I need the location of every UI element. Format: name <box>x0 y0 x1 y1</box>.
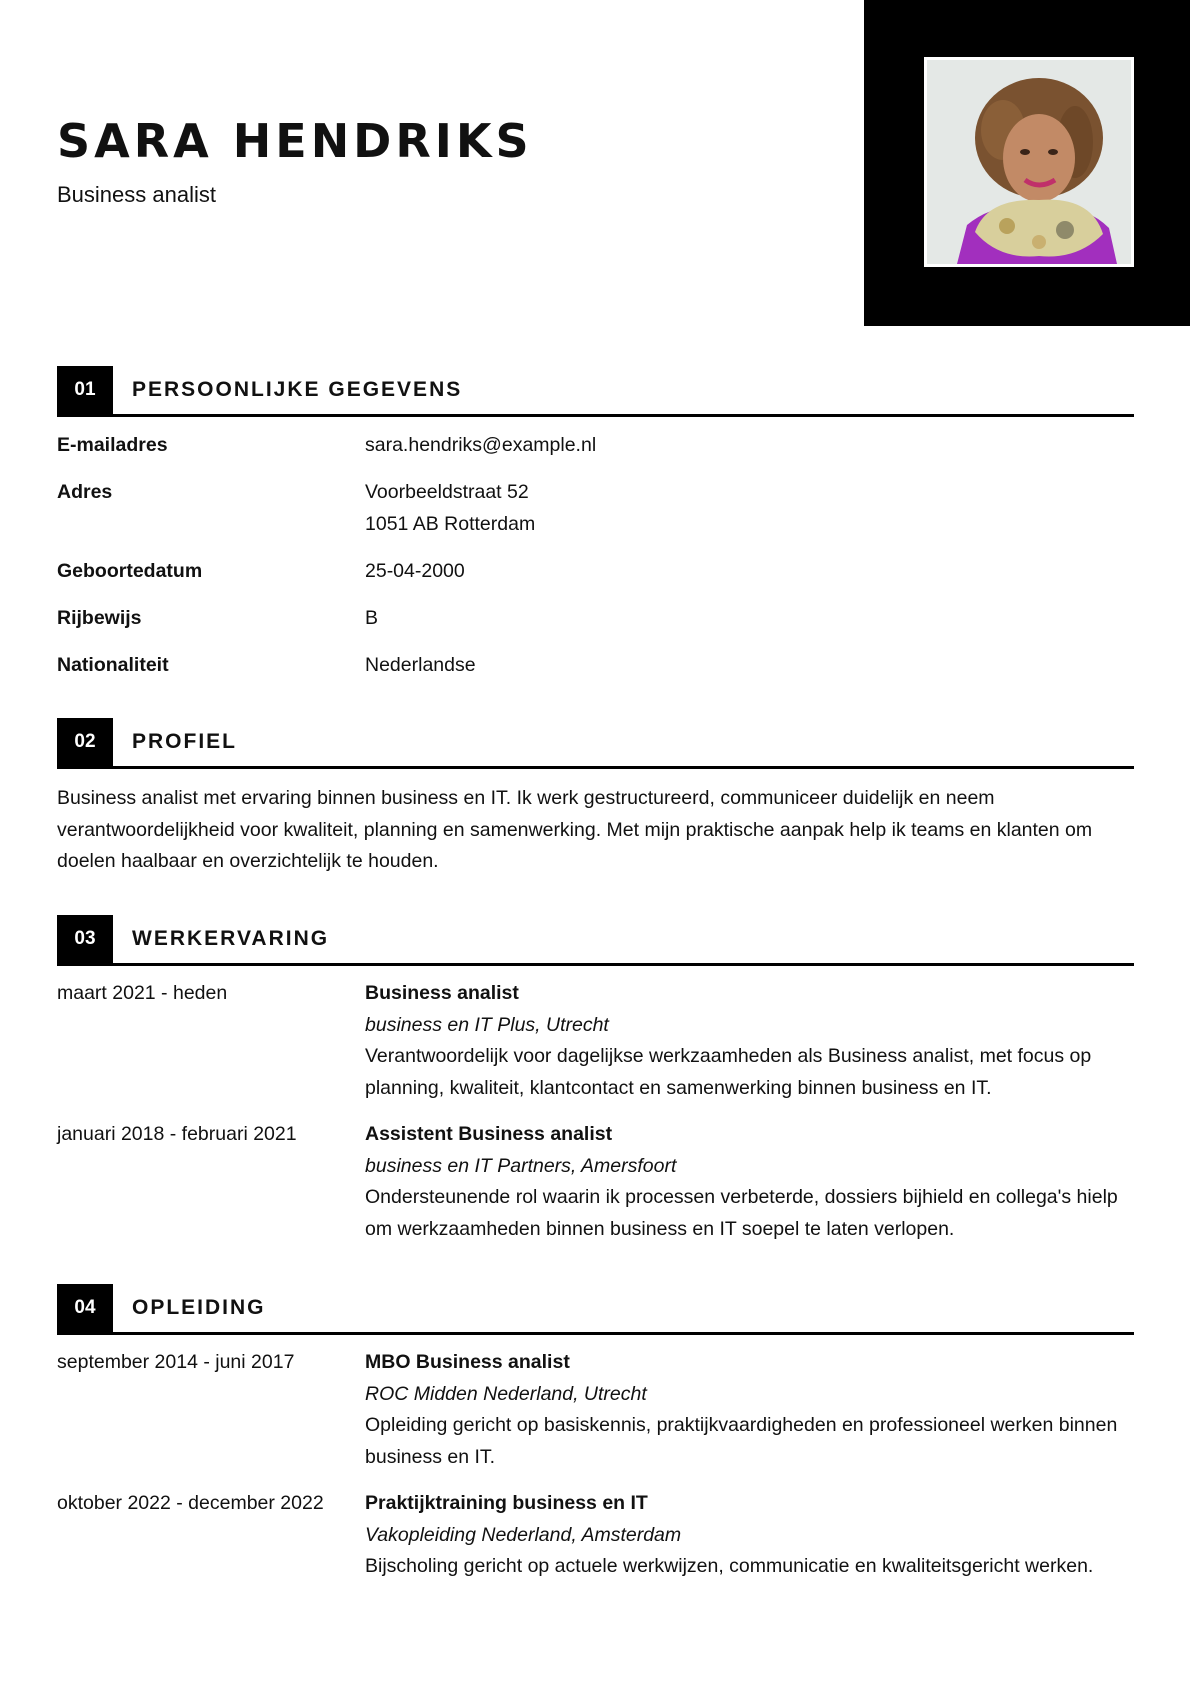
entry-description: Opleiding gericht op basiskennis, praktijkvaardigheden en professioneel werken binnen business en IT. <box>365 1414 1118 1468</box>
entry-description: Bijscholing gericht op actuele werkwijzen, communicatie en kwaliteitsgericht werken. <box>365 1555 1094 1577</box>
entry-organization: ROC Midden Nederland, Utrecht <box>365 1382 647 1405</box>
profile-text: Business analist met ervaring binnen business en IT. Ik werk gestructureerd, communiceer duidelijk en neem verantwoordelijkheid voor kwaliteit, planning en samenwerking. Met mijn praktische aanpak help ik teams en klanten om doelen haalbaar en overzichtelijk te houden. <box>57 787 1093 872</box>
address-city: 1051 AB Rotterdam <box>365 513 536 535</box>
experience-entry <box>57 978 1134 1104</box>
entry-body <box>365 1347 1134 1473</box>
education-entry <box>57 1488 1134 1583</box>
detail-row-birthdate <box>57 555 1134 587</box>
detail-row-license <box>57 602 1134 634</box>
detail-row-email <box>57 429 1134 461</box>
education-list <box>57 1347 1134 1583</box>
education-entry <box>57 1347 1134 1473</box>
detail-row-address <box>57 476 1134 540</box>
email-value[interactable]: sara.hendriks@example.nl <box>365 434 597 456</box>
section-header <box>57 366 1134 417</box>
license-value: B <box>365 607 379 629</box>
candidate-name: SARA HENDRIKS <box>57 114 533 168</box>
entry-body <box>365 1488 1134 1583</box>
detail-label: Rijbewijs <box>57 607 142 629</box>
entry-organization: business en IT Plus, Utrecht <box>365 1013 609 1036</box>
entry-title: MBO Business analist <box>365 1351 570 1373</box>
personal-details-list <box>57 429 1134 681</box>
section-number: 02 <box>57 718 113 766</box>
section-header <box>57 915 1134 966</box>
section-work-experience <box>57 915 1134 1260</box>
address-value <box>365 476 1134 540</box>
entry-date: september 2014 - juni 2017 <box>57 1351 295 1373</box>
detail-label: Geboortedatum <box>57 560 203 582</box>
entry-body <box>365 978 1134 1104</box>
section-profile <box>57 718 1134 878</box>
entry-date: oktober 2022 - december 2022 <box>57 1492 324 1514</box>
entry-organization: Vakopleiding Nederland, Amsterdam <box>365 1523 682 1546</box>
entry-date: januari 2018 - februari 2021 <box>57 1123 297 1145</box>
section-number: 03 <box>57 915 113 963</box>
detail-label: Adres <box>57 481 113 503</box>
entry-body <box>365 1119 1134 1245</box>
section-number: 04 <box>57 1284 113 1332</box>
entry-title: Assistent Business analist <box>365 1123 613 1145</box>
experience-list <box>57 978 1134 1245</box>
birthdate-value: 25-04-2000 <box>365 560 465 582</box>
section-title: PERSOONLIJKE GEGEVENS <box>132 378 463 401</box>
section-title: OPLEIDING <box>132 1296 266 1319</box>
detail-row-nationality <box>57 649 1134 681</box>
nationality-value: Nederlandse <box>365 654 476 676</box>
detail-label: E-mailadres <box>57 434 168 456</box>
address-street: Voorbeeldstraat 52 <box>365 481 529 503</box>
entry-title: Praktijktraining business en IT <box>365 1492 648 1514</box>
section-header <box>57 718 1134 769</box>
section-header <box>57 1284 1134 1335</box>
candidate-job-title: Business analist <box>57 182 216 207</box>
section-education <box>57 1284 1134 1598</box>
entry-date: maart 2021 - heden <box>57 982 228 1004</box>
experience-entry <box>57 1119 1134 1245</box>
entry-organization: business en IT Partners, Amersfoort <box>365 1154 677 1177</box>
section-personal-details <box>57 366 1134 696</box>
section-title: WERKERVARING <box>132 927 330 950</box>
portrait-photo <box>927 60 1131 264</box>
section-title: PROFIEL <box>132 730 238 753</box>
section-number: 01 <box>57 366 113 414</box>
entry-description: Ondersteunende rol waarin ik processen verbeterde, dossiers bijhield en collega's hielp om werkzaamheden binnen business en IT soepel te laten verlopen. <box>365 1186 1118 1240</box>
detail-label: Nationaliteit <box>57 654 169 676</box>
entry-description: Verantwoordelijk voor dagelijkse werkzaamheden als Business analist, met focus op planning, kwaliteit, klantcontact en samenwerking binnen business en IT. <box>365 1045 1092 1099</box>
photo-block <box>864 0 1190 326</box>
photo-frame <box>924 57 1134 267</box>
entry-title: Business analist <box>365 982 519 1004</box>
